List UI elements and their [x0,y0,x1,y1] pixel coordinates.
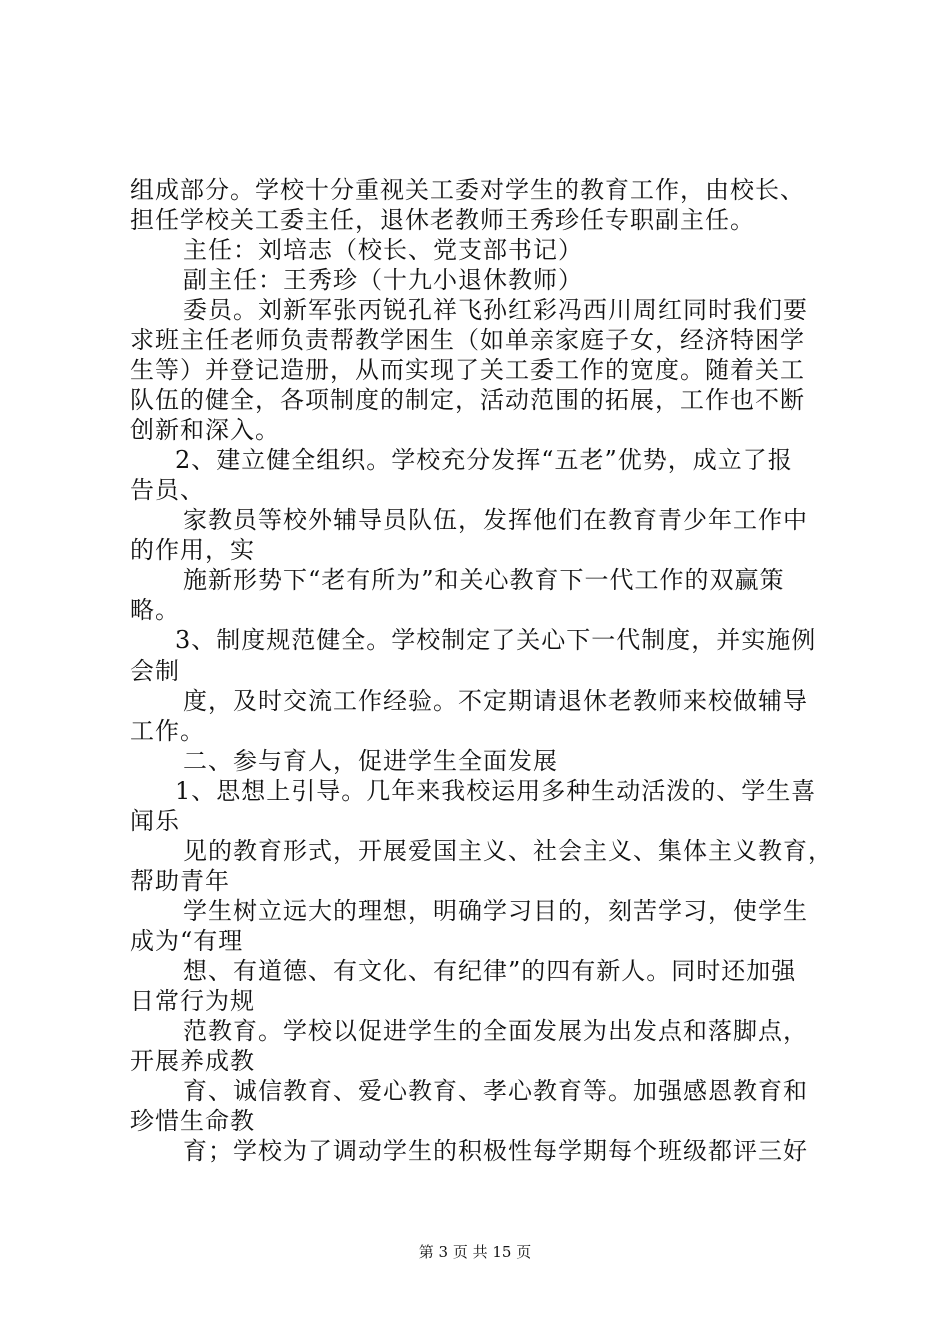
body-line: 家教员等校外辅导员队伍，发挥他们在教育青少年工作中 [183,506,808,534]
body-line: 范教育。学校以促进学生的全面发展为出发点和落脚点， [183,1017,808,1045]
body-line: 成为“有理 [130,927,244,955]
body-line: 珍惜生命教 [130,1107,255,1135]
body-line: 日常行为规 [130,987,255,1015]
body-line: 育、诚信教育、爱心教育、孝心教育等。加强感恩教育和 [183,1077,808,1105]
body-line: 求班主任老师负责帮教学困生（如单亲家庭子女，经济特困学 [130,326,805,354]
body-line: 见的教育形式，开展爱国主义、社会主义、集体主义教育， [183,837,833,865]
body-line: 创新和深入。 [130,416,280,444]
body-line: 2、建立健全组织。学校充分发挥“五老”优势，成立了报 [175,446,793,474]
body-line: 队伍的健全，各项制度的制定，活动范围的拓展，工作也不断 [130,386,805,414]
body-line: 施新形势下“老有所为”和关心教育下一代工作的双赢策 [183,566,785,594]
body-line: 学生树立远大的理想，明确学习目的，刻苦学习，使学生 [183,897,808,925]
body-line: 3、制度规范健全。学校制定了关心下一代制度，并实施例 [175,626,817,654]
body-line: 开展养成教 [130,1047,255,1075]
section-heading: 二、参与育人，促进学生全面发展 [183,747,558,775]
body-line: 主任：刘培志（校长、党支部书记） [183,236,583,264]
body-line: 度，及时交流工作经验。不定期请退休老教师来校做辅导 [183,687,808,715]
body-line: 担任学校关工委主任，退休老教师王秀珍任专职副主任。 [130,206,755,234]
body-line: 告员、 [130,476,205,504]
body-line: 帮助青年 [130,867,230,895]
body-line: 委员。刘新军张丙锐孔祥飞孙红彩冯西川周红同时我们要 [183,296,808,324]
body-line: 的作用，实 [130,536,255,564]
page-footer: 第 3 页 共 15 页 [418,1243,532,1261]
body-line: 副主任：王秀珍（十九小退休教师） [183,266,583,294]
body-line: 1、思想上引导。几年来我校运用多种生动活泼的、学生喜 [175,777,817,805]
body-line: 想、有道德、有文化、有纪律”的四有新人。同时还加强 [183,957,797,985]
body-line: 略。 [130,596,180,624]
body-line: 组成部分。学校十分重视关工委对学生的教育工作，由校长、 [130,176,805,204]
body-line: 育；学校为了调动学生的积极性每学期每个班级都评三好 [183,1137,808,1165]
body-line: 生等）并登记造册，从而实现了关工委工作的宽度。随着关工 [130,356,805,384]
body-line: 闻乐 [130,807,180,835]
body-line: 工作。 [130,717,205,745]
body-line: 会制 [130,657,180,685]
